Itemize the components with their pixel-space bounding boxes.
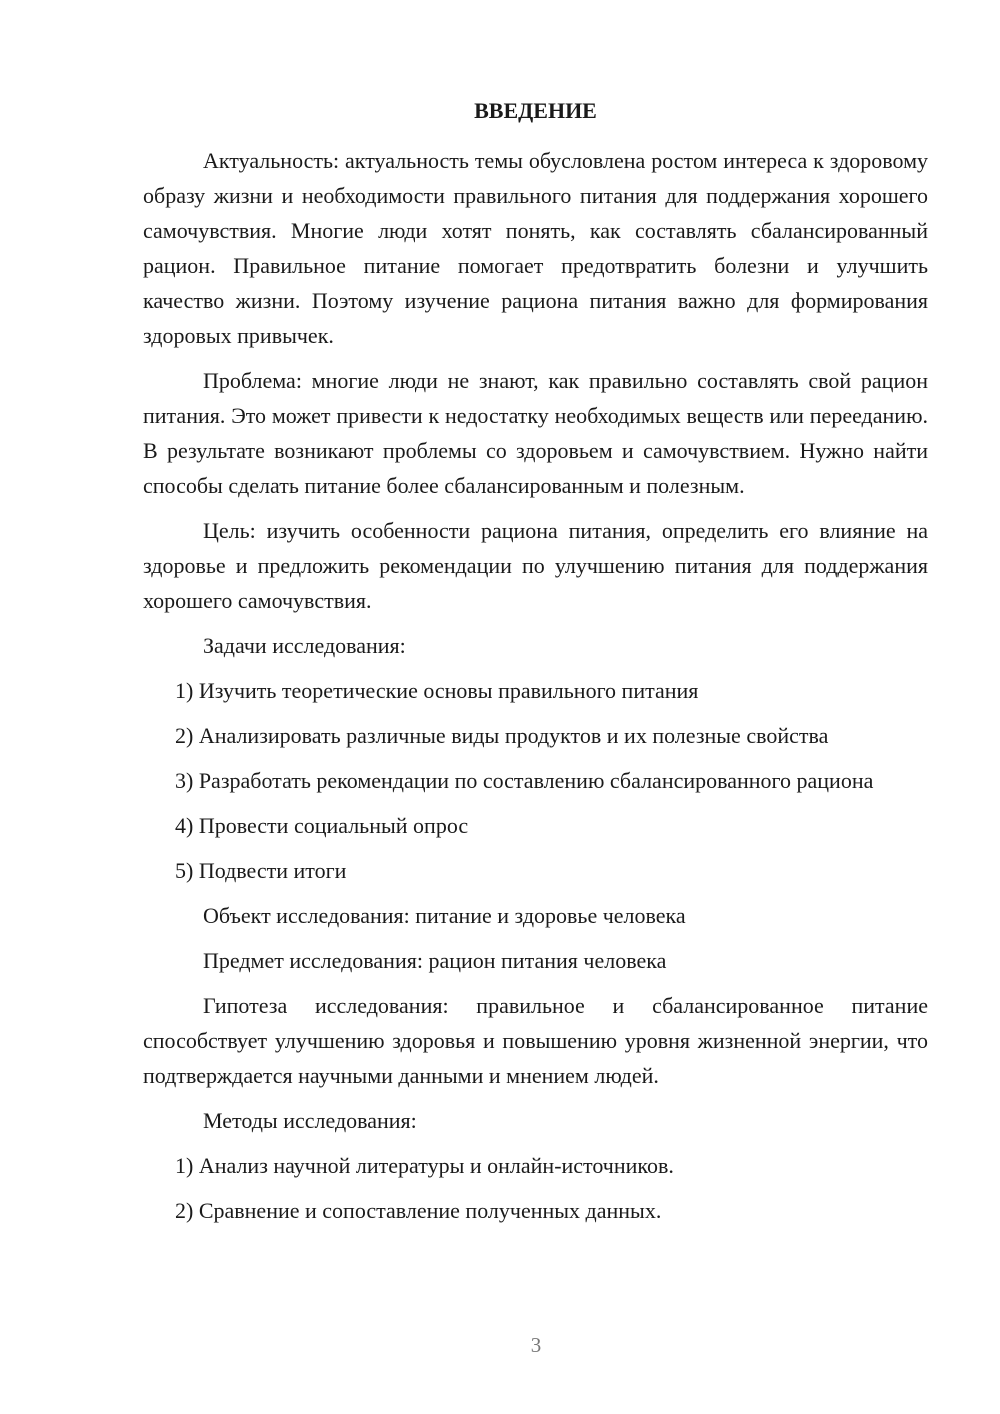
task-item-2: 2) Анализировать различные виды продуктов и их полезные свойства xyxy=(175,723,829,748)
page-number: 3 xyxy=(530,1333,542,1357)
section-title: ВВЕДЕНИЕ xyxy=(474,98,597,123)
methods-heading: Методы исследования: xyxy=(203,1108,417,1133)
problem-paragraph: Проблема: многие люди не знают, как правильно составлять свой рацион питания. Это может привести к недостатку необходимых веществ или перееданию. В результате возникают проблемы со здоровьем и самочувствием. Нужно найти способы сделать питание более сбалансированным и полезным. xyxy=(143,368,928,498)
method-item-1: 1) Анализ научной литературы и онлайн-источников. xyxy=(175,1153,674,1178)
research-subject: Предмет исследования: рацион питания человека xyxy=(203,948,667,973)
task-item-5: 5) Подвести итоги xyxy=(175,858,347,883)
document-page xyxy=(143,96,928,1238)
tasks-heading: Задачи исследования: xyxy=(203,633,406,658)
research-object: Объект исследования: питание и здоровье человека xyxy=(203,903,686,928)
task-item-4: 4) Провести социальный опрос xyxy=(175,813,469,838)
task-item-1: 1) Изучить теоретические основы правильного питания xyxy=(175,678,699,703)
method-item-2: 2) Сравнение и сопоставление полученных данных. xyxy=(175,1198,662,1223)
hypothesis-paragraph: Гипотеза исследования: правильное и сбалансированное питание способствует улучшению здоровья и повышению уровня жизненной энергии, что подтверждается научными данными и мнением людей. xyxy=(143,993,928,1088)
task-item-3: 3) Разработать рекомендации по составлению сбалансированного рациона xyxy=(175,768,874,793)
relevance-paragraph: Актуальность: актуальность темы обусловлена ростом интереса к здоровому образу жизни и необходимости правильного питания для поддержания хорошего самочувствия. Многие люди хотят понять, как составлять сбалансированный рацион. Правильное питание помогает предотвратить болезни и улучшить качество жизни. Поэтому изучение рациона питания важно для формирования здоровых привычек. xyxy=(143,148,928,348)
goal-paragraph: Цель: изучить особенности рациона питания, определить его влияние на здоровье и предложить рекомендации по улучшению питания для поддержания хорошего самочувствия. xyxy=(143,518,928,613)
